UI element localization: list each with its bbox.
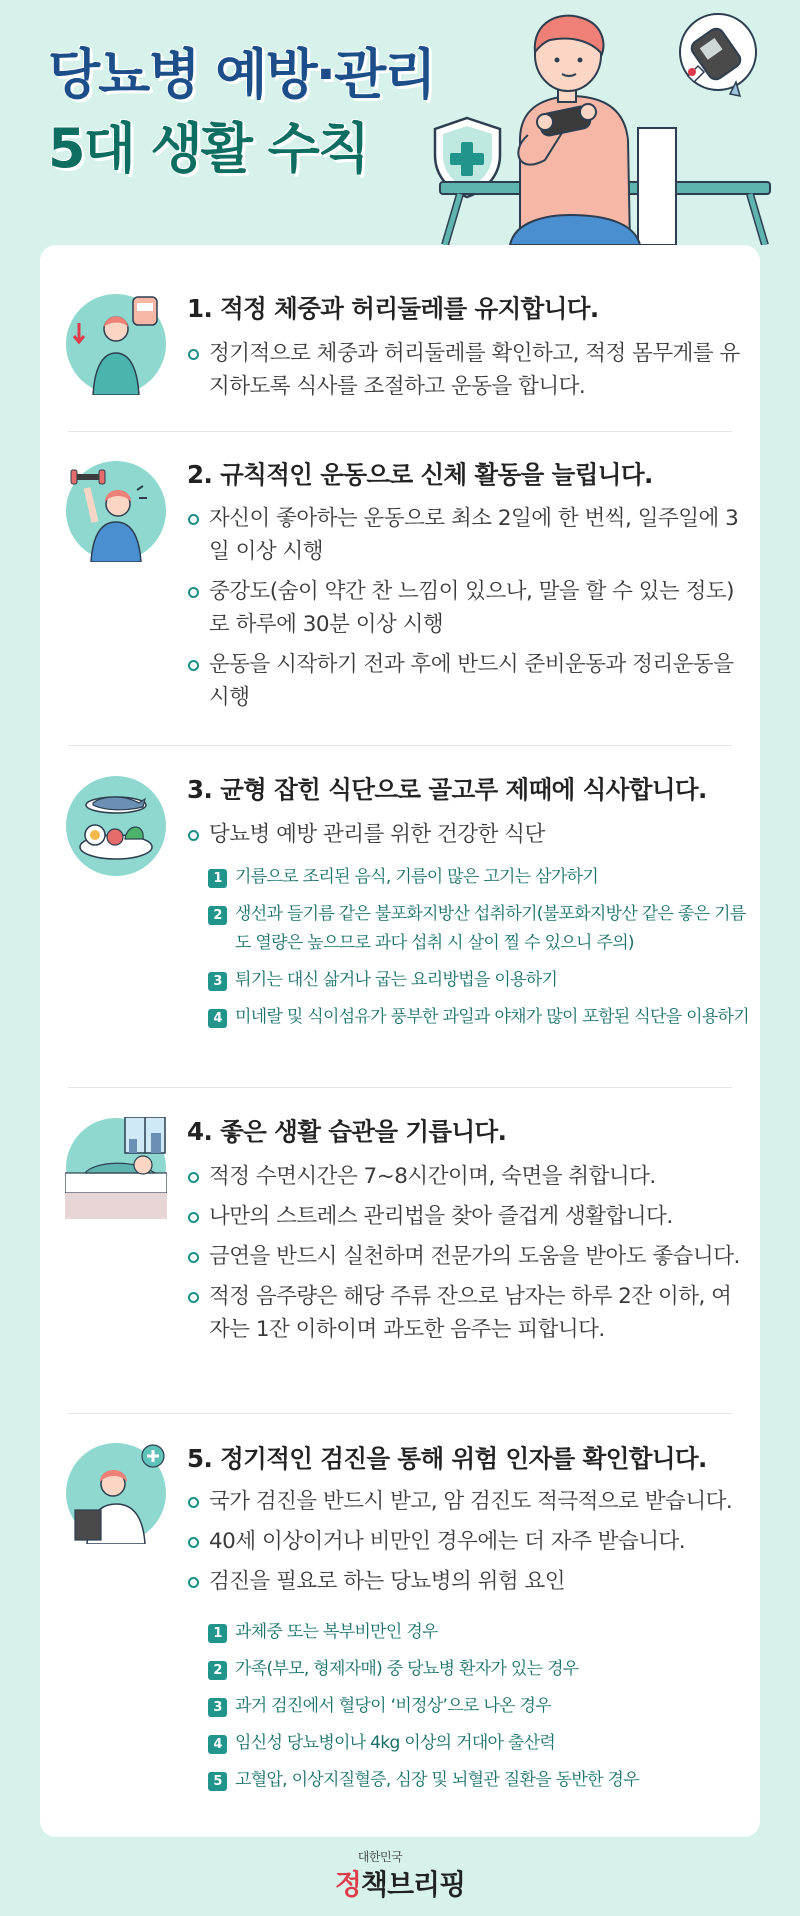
number-badge: 2 [208,1661,227,1680]
numbered-item-text: 미네랄 및 식이섬유가 풍부한 과일과 야채가 많이 포함된 식단을 이용하기 [235,1007,749,1027]
logo-brand-part3: 브리핑 [386,1868,466,1901]
logo-brand-part2: 책 [360,1868,387,1901]
numbered-item [208,1692,753,1721]
section-2-bullets [187,502,742,721]
numbered-item-text: 생선과 들기름 같은 불포화지방산 섭취하기(불포화지방산 같은 좋은 기름도 열량은 높으므로 과다 섭취 시 살이 찔 수 있으니 주의) [235,904,746,953]
numbered-item [208,966,753,995]
weight-waist-icon [65,293,167,395]
divider [68,1413,732,1414]
bullet-item: 나만의 스트레스 관리법을 찾아 즐겁게 생활합니다. [187,1200,742,1233]
page-title [48,40,434,188]
divider [68,745,732,746]
numbered-item [208,1003,753,1032]
section-5-bullets [187,1485,742,1605]
bullet-item: 적정 음주량은 해당 주류 잔으로 남자는 하루 2잔 이하, 여자는 1잔 이하이며 과도한 음주는 피합니다. [187,1280,742,1346]
numbered-item-text: 튀기는 대신 삶거나 굽는 요리방법을 이용하기 [235,970,558,990]
numbered-item-text: 임신성 당뇨병이나 4kg 이상의 거대아 출산력 [235,1733,556,1753]
sleeping-person-icon [65,1117,167,1219]
person-glucose-meter-illustration [420,10,780,245]
divider [68,1087,732,1088]
bullet-item: 국가 검진을 반드시 받고, 암 검진도 적극적으로 받습니다. [187,1485,742,1518]
section-1-bullets [187,337,742,410]
header [0,0,800,245]
bullet-item: 40세 이상이거나 비만인 경우에는 더 자주 받습니다. [187,1525,742,1558]
number-badge: 4 [208,1009,227,1028]
section-5-title: 5. 정기적인 검진을 통해 위험 인자를 확인합니다. [187,1444,707,1473]
section-3-title: 3. 균형 잡힌 식단으로 골고루 제때에 식사합니다. [187,775,707,804]
number-badge: 3 [208,1698,227,1717]
numbered-item [208,863,753,892]
bullet-item: 당뇨병 예방 관리를 위한 건강한 식단 [187,818,742,851]
number-badge: 2 [208,906,227,925]
divider [68,431,732,432]
section-4-title: 4. 좋은 생활 습관을 기릅니다. [187,1117,507,1146]
content-card [40,245,760,1837]
doctor-checkup-icon [65,1442,167,1544]
section-3-bullets [187,818,742,858]
logo-small-label: 대한민국 [357,1850,403,1864]
section-2-title: 2. 규칙적인 운동으로 신체 활동을 늘립니다. [187,460,653,489]
section-1-title: 1. 적정 체중과 허리둘레를 유지합니다. [187,294,599,323]
bullet-item: 정기적으로 체중과 허리둘레를 확인하고, 적정 몸무게를 유지하도록 식사를 조절하고 운동을 합니다. [187,337,742,403]
numbered-item [208,1618,753,1647]
numbered-item [208,1655,753,1684]
bullet-item: 금연을 반드시 실천하며 전문가의 도움을 받아도 좋습니다. [187,1240,742,1273]
bullet-item: 자신이 좋아하는 운동으로 최소 2일에 한 번씩, 일주일에 3일 이상 시행 [187,502,742,568]
bullet-item: 적정 수면시간은 7~8시간이며, 숙면을 취합니다. [187,1160,742,1193]
number-badge: 4 [208,1735,227,1754]
numbered-item [208,900,753,958]
healthy-meal-icon [65,775,167,877]
number-badge: 3 [208,972,227,991]
logo-brand-part1: 정 [334,1868,361,1901]
numbered-item-text: 과거 검진에서 혈당이 ‘비정상’으로 나온 경우 [235,1696,551,1716]
bullet-item: 검진을 필요로 하는 당뇨병의 위험 요인 [187,1565,742,1598]
numbered-item-text: 과체중 또는 복부비만인 경우 [235,1622,438,1642]
section-3-numbered-list [208,863,753,1040]
section-4-bullets [187,1160,742,1353]
section-5-numbered-list [208,1618,753,1803]
number-badge: 1 [208,1624,227,1643]
numbered-item-text: 고혈압, 이상지질혈증, 심장 및 뇌혈관 질환을 동반한 경우 [235,1770,639,1790]
title-line-1: 당뇨병 예방·관리 [48,43,435,106]
number-badge: 5 [208,1772,227,1791]
numbered-item [208,1766,753,1795]
logo-brand [0,1863,800,1903]
numbered-item-text: 기름으로 조리된 음식, 기름이 많은 고기는 삼가하기 [235,867,599,887]
dumbbell-exercise-icon [65,460,167,562]
numbered-item [208,1729,753,1758]
footer-logo [0,1848,800,1908]
bullet-item: 중강도(숨이 약간 찬 느낌이 있으나, 말을 할 수 있는 정도)로 하루에 30분 이상 시행 [187,575,742,641]
title-line-2: 5대 생활 수칙 [48,117,368,180]
bullet-item: 운동을 시작하기 전과 후에 반드시 준비운동과 정리운동을 시행 [187,648,742,714]
number-badge: 1 [208,869,227,888]
numbered-item-text: 가족(부모, 형제자매) 중 당뇨병 환자가 있는 경우 [235,1659,579,1679]
